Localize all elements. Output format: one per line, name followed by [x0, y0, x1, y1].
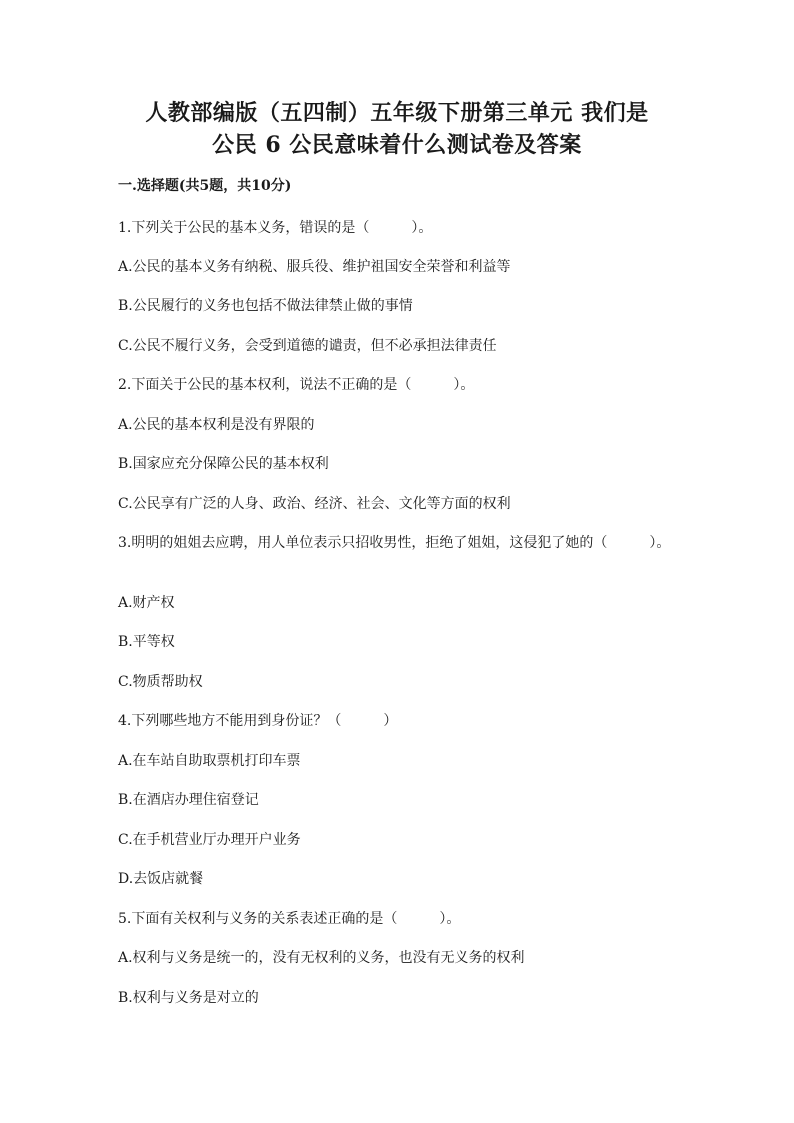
- question-5-option-a: A.权利与义务是统一的，没有无权利的义务，也没有无义务的权利: [118, 950, 525, 966]
- question-2-option-b: B.国家应充分保障公民的基本权利: [118, 456, 329, 472]
- section-heading: 一.选择题(共5题，共10分): [118, 178, 292, 194]
- question-4-stem: 4.下列哪些地方不能用到身份证？（ ）: [118, 713, 398, 729]
- page-title-line-2: 公民 6 公民意味着什么测试卷及答案: [212, 132, 582, 158]
- question-1-option-c: C.公民不履行义务，会受到道德的谴责，但不必承担法律责任: [118, 338, 497, 354]
- question-2-option-a: A.公民的基本权利是没有界限的: [118, 417, 315, 433]
- question-2-option-c: C.公民享有广泛的人身、政治、经济、社会、文化等方面的权利: [118, 496, 511, 512]
- question-4-option-b: B.在酒店办理住宿登记: [118, 792, 259, 808]
- question-3-stem: 3.明明的姐姐去应聘，用人单位表示只招收男性，拒绝了姐姐，这侵犯了她的（ ）。: [118, 535, 671, 551]
- question-3-option-c: C.物质帮助权: [118, 674, 203, 690]
- question-4-option-d: D.去饭店就餐: [118, 871, 204, 887]
- question-4-option-a: A.在车站自助取票机打印车票: [118, 753, 301, 769]
- question-1-option-a: A.公民的基本义务有纳税、服兵役、维护祖国安全荣誉和利益等: [118, 259, 511, 275]
- question-4-option-c: C.在手机营业厅办理开户业务: [118, 832, 301, 848]
- question-3-option-a: A.财产权: [118, 595, 175, 611]
- question-1-option-b: B.公民履行的义务也包括不做法律禁止做的事情: [118, 298, 413, 314]
- question-1-stem: 1.下列关于公民的基本义务，错误的是（ ）。: [118, 220, 433, 236]
- question-5-option-b: B.权利与义务是对立的: [118, 990, 259, 1006]
- question-3-option-b: B.平等权: [118, 634, 175, 650]
- question-5-stem: 5.下面有关权利与义务的关系表述正确的是（ ）。: [118, 911, 461, 927]
- page-title-line-1: 人教部编版（五四制）五年级下册第三单元 我们是: [145, 100, 649, 126]
- question-2-stem: 2.下面关于公民的基本权利，说法不正确的是（ ）。: [118, 377, 475, 393]
